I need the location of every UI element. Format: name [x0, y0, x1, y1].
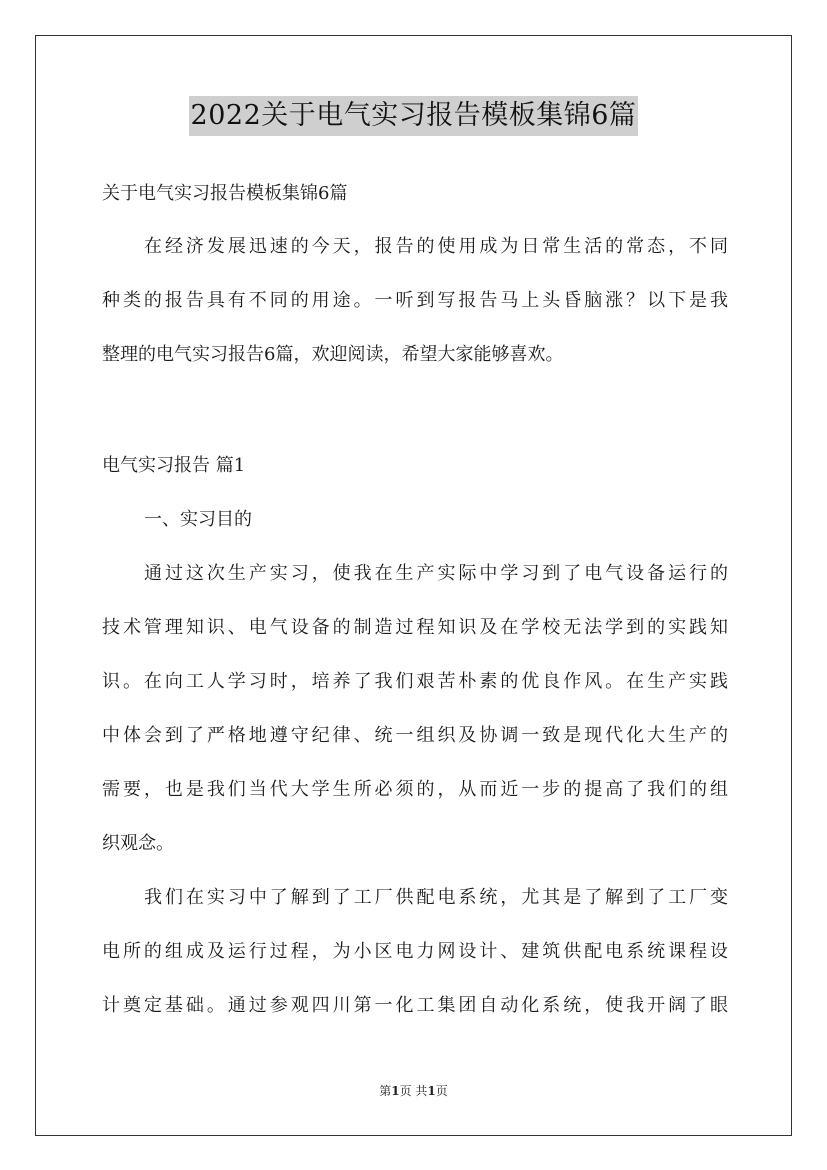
subsection-heading: 一、实习目的	[144, 509, 252, 530]
page-total-number: 1	[427, 1084, 436, 1098]
document-title: 2022关于电气实习报告模板集锦6篇	[189, 96, 639, 136]
intro-line-2: 种类的报告具有不同的用途。一听到写报告马上头昏脑涨？以下是我	[102, 290, 728, 311]
intro-line-1: 在经济发展迅速的今天，报告的使用成为日常生活的常态，不同	[144, 236, 728, 257]
para1-line-4: 中体会到了严格地遵守纪律、统一组织及协调一致是现代化大生产的	[102, 725, 728, 746]
para1-line-1: 通过这次生产实习，使我在生产实际中学习到了电气设备运行的	[144, 563, 728, 584]
para1-line-2: 技术管理知识、电气设备的制造过程知识及在学校无法学到的实践知	[102, 617, 728, 638]
page-suffix: 页	[435, 1084, 448, 1098]
para1-line-6: 织观念。	[102, 833, 174, 854]
page-mid: 页 共	[399, 1084, 428, 1098]
intro-line-3: 整理的电气实习报告6篇，欢迎阅读，希望大家能够喜欢。	[102, 344, 564, 365]
para2-line-1: 我们在实习中了解到了工厂供配电系统，尤其是了解到了工厂变	[144, 887, 728, 908]
title-container	[0, 96, 827, 136]
para2-line-2: 电所的组成及运行过程，为小区电力网设计、建筑供配电系统课程设	[102, 941, 728, 962]
page-prefix: 第	[379, 1084, 392, 1098]
document-subtitle: 关于电气实习报告模板集锦6篇	[102, 183, 348, 204]
section-heading: 电气实习报告 篇1	[102, 455, 246, 476]
para2-line-3: 计奠定基础。通过参观四川第一化工集团自动化系统，使我开阔了眼	[102, 995, 728, 1016]
para1-line-3: 识。在向工人学习时，培养了我们艰苦朴素的优良作风。在生产实践	[102, 671, 728, 692]
page-footer	[0, 1082, 827, 1100]
para1-line-5: 需要，也是我们当代大学生所必须的，从而近一步的提高了我们的组	[102, 779, 728, 800]
page-current-number: 1	[391, 1084, 400, 1098]
